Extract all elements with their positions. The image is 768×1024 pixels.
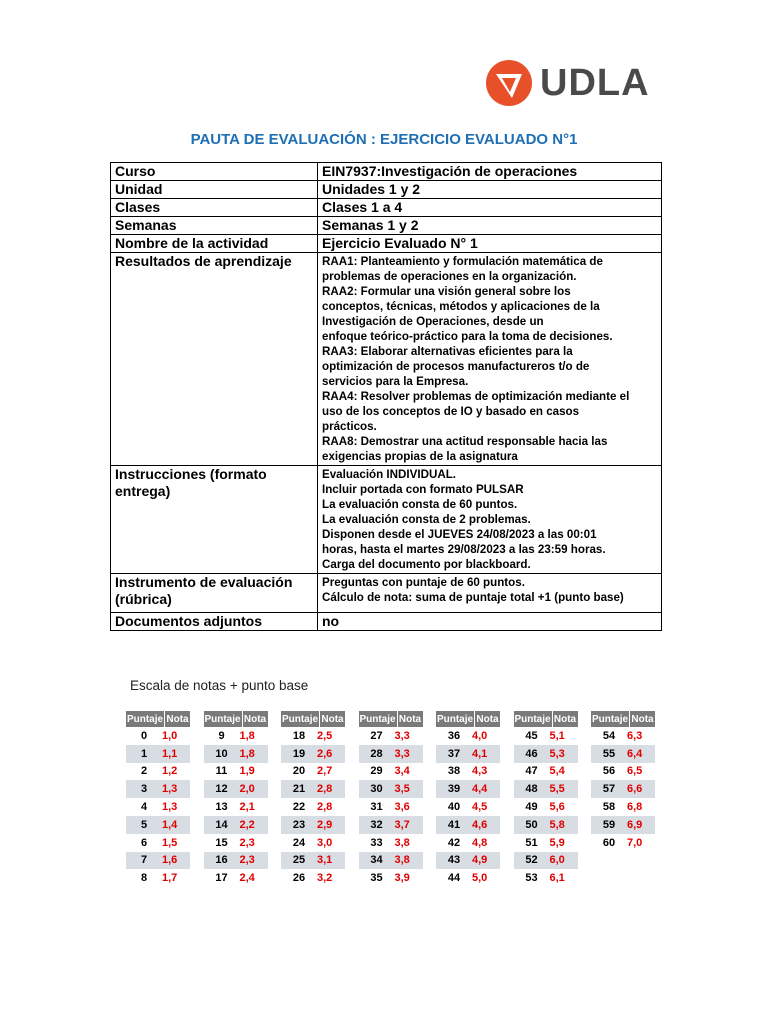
puntaje-cell: 54: [602, 729, 616, 742]
grade-table-header: [204, 711, 268, 727]
grade-row: [204, 834, 268, 852]
value-clases: Clases 1 a 4: [318, 199, 662, 217]
puntaje-cell: 30: [370, 783, 383, 796]
nota-cell: 4,1: [472, 747, 488, 760]
resultados-line: optimización de procesos manufactureros t/o de: [322, 360, 590, 373]
grade-row: [126, 834, 190, 852]
instrucciones-line: Incluir portada con formato PULSAR: [322, 483, 524, 496]
grade-row: [514, 869, 578, 887]
puntaje-cell: 58: [602, 801, 616, 814]
nota-cell: 1,8: [239, 729, 255, 742]
header-puntaje: Puntaje: [204, 711, 242, 727]
header-puntaje: Puntaje: [514, 711, 552, 727]
grade-row: [204, 745, 268, 763]
puntaje-cell: 47: [525, 765, 538, 778]
instrumento-line: Preguntas con puntaje de 60 puntos.: [322, 576, 525, 589]
label-resultados: Resultados de aprendizaje: [111, 253, 318, 466]
puntaje-cell: 10: [215, 747, 228, 760]
nota-cell: 5,8: [549, 818, 565, 831]
grade-row: [126, 798, 190, 816]
nota-cell: 6,9: [627, 818, 643, 831]
puntaje-cell: 48: [525, 783, 538, 796]
nota-cell: 5,3: [549, 747, 565, 760]
puntaje-cell: 36: [447, 729, 461, 742]
nota-cell: 5,4: [549, 765, 565, 778]
grade-row: [359, 727, 423, 745]
puntaje-cell: 44: [447, 872, 461, 885]
grade-row: [591, 763, 655, 781]
resultados-line: conceptos, técnicas, métodos y aplicaciones de la: [322, 300, 600, 313]
label-clases: Clases: [111, 199, 318, 217]
grade-row: [591, 745, 655, 763]
row-instrumento: [111, 574, 662, 613]
puntaje-cell: 14: [215, 818, 228, 831]
grade-row: [514, 780, 578, 798]
puntaje-cell: 35: [370, 872, 383, 885]
grade-row: [281, 727, 345, 745]
instrucciones-line: Disponen desde el JUEVES 24/08/2023 a las 00:01: [322, 528, 597, 541]
puntaje-cell: 19: [292, 747, 306, 760]
puntaje-cell: 7: [140, 854, 148, 867]
grade-row: [126, 816, 190, 834]
puntaje-cell: 17: [215, 872, 228, 885]
grade-table: [204, 711, 268, 887]
nota-cell: 3,1: [317, 854, 333, 867]
resultados-line: Investigación de Operaciones, desde un: [322, 315, 544, 328]
grade-row: [281, 798, 345, 816]
value-semanas: Semanas 1 y 2: [318, 217, 662, 235]
nota-cell: 5,5: [549, 783, 565, 796]
grade-row: [436, 727, 500, 745]
grade-row: [281, 745, 345, 763]
puntaje-cell: 13: [215, 801, 228, 814]
nota-cell: 1,7: [162, 872, 178, 885]
nota-cell: 3,4: [394, 765, 410, 778]
nota-cell: 1,9: [239, 765, 255, 778]
grade-row: [359, 780, 423, 798]
puntaje-cell: 22: [292, 801, 306, 814]
grade-row: [281, 869, 345, 887]
puntaje-cell: 26: [292, 872, 306, 885]
grade-row: [281, 780, 345, 798]
grade-row: [514, 816, 578, 834]
grade-row: [514, 852, 578, 870]
value-curso: EIN7937:Investigación de operaciones: [318, 163, 662, 181]
nota-cell: 2,5: [317, 729, 333, 742]
resultados-line: RAA2: Formular una visión general sobre los: [322, 285, 571, 298]
puntaje-cell: 0: [140, 729, 148, 742]
puntaje-cell: 33: [370, 836, 383, 849]
puntaje-cell: 59: [602, 818, 616, 831]
puntaje-cell: 27: [370, 729, 383, 742]
puntaje-cell: 12: [215, 783, 228, 796]
label-instrumento: Instrumento de evaluación (rúbrica): [111, 574, 318, 613]
grade-row: [514, 798, 578, 816]
row-curso: [111, 163, 662, 181]
nota-cell: 6,0: [549, 854, 565, 867]
nota-cell: 6,3: [627, 729, 643, 742]
nota-cell: 5,9: [549, 836, 565, 849]
puntaje-cell: 46: [525, 747, 538, 760]
grade-row: [281, 816, 345, 834]
header-puntaje: Puntaje: [436, 711, 474, 727]
nota-cell: 1,3: [162, 783, 178, 796]
grade-row: [359, 834, 423, 852]
nota-cell: 2,4: [239, 872, 255, 885]
resultados-line: RAA8: Demostrar una actitud responsable hacia las: [322, 435, 608, 448]
label-curso: Curso: [111, 163, 318, 181]
grade-row: [204, 727, 268, 745]
puntaje-cell: 29: [370, 765, 383, 778]
resultados-line: prácticos.: [322, 420, 377, 433]
udla-logo-icon: [484, 58, 534, 108]
header-puntaje: Puntaje: [359, 711, 397, 727]
grade-table: [591, 711, 655, 852]
row-actividad: [111, 235, 662, 253]
grade-table-header: [436, 711, 500, 727]
nota-cell: 2,8: [317, 783, 333, 796]
grade-row: [591, 816, 655, 834]
puntaje-cell: 1: [140, 747, 148, 760]
puntaje-cell: 57: [602, 783, 616, 796]
nota-cell: 1,6: [162, 854, 178, 867]
puntaje-cell: 20: [292, 765, 306, 778]
nota-cell: 4,9: [472, 854, 488, 867]
nota-cell: 6,5: [627, 765, 643, 778]
grade-row: [359, 798, 423, 816]
grade-row: [204, 780, 268, 798]
grade-row: [204, 763, 268, 781]
grade-row: [591, 727, 655, 745]
puntaje-cell: 43: [447, 854, 461, 867]
puntaje-cell: 52: [525, 854, 538, 867]
nota-cell: 2,8: [317, 801, 333, 814]
resultados-line: servicios para la Empresa.: [322, 375, 469, 388]
grade-row: [359, 816, 423, 834]
value-resultados: [318, 253, 662, 466]
grade-row: [359, 852, 423, 870]
resultados-line: RAA3: Elaborar alternativas eficientes para la: [322, 345, 573, 358]
grade-row: [281, 852, 345, 870]
nota-cell: 2,7: [317, 765, 333, 778]
nota-cell: 1,3: [162, 801, 178, 814]
value-actividad: Ejercicio Evaluado N° 1: [318, 235, 662, 253]
nota-cell: 3,8: [394, 854, 410, 867]
grade-row: [126, 869, 190, 887]
puntaje-cell: 5: [140, 818, 148, 831]
grade-row: [126, 745, 190, 763]
page-title: PAUTA DE EVALUACIÓN : EJERCICIO EVALUADO N°1: [190, 131, 578, 148]
value-instrucciones: [318, 466, 662, 574]
resultados-line: exigencias propias de la asignatura: [322, 450, 518, 463]
grade-row: [204, 869, 268, 887]
puntaje-cell: 42: [447, 836, 461, 849]
grade-row: [281, 763, 345, 781]
nota-cell: 3,3: [394, 747, 410, 760]
grade-table: [126, 711, 190, 887]
puntaje-cell: 9: [218, 729, 225, 742]
nota-cell: 2,3: [239, 854, 255, 867]
info-table: [110, 162, 662, 631]
nota-cell: 2,3: [239, 836, 255, 849]
grade-row: [204, 816, 268, 834]
puntaje-cell: 55: [602, 747, 616, 760]
puntaje-cell: 2: [140, 765, 148, 778]
instrucciones-line: Evaluación INDIVIDUAL.: [322, 468, 456, 481]
grade-row: [126, 763, 190, 781]
nota-cell: 3,9: [394, 872, 410, 885]
grade-row: [514, 745, 578, 763]
header-nota: Nota: [630, 711, 655, 727]
label-documentos: Documentos adjuntos: [111, 613, 318, 631]
grade-row: [126, 780, 190, 798]
puntaje-cell: 11: [215, 765, 228, 778]
value-unidad: Unidades 1 y 2: [318, 181, 662, 199]
puntaje-cell: 38: [447, 765, 461, 778]
grade-row: [359, 869, 423, 887]
puntaje-cell: 21: [292, 783, 306, 796]
nota-cell: 4,4: [472, 783, 488, 796]
header-nota: Nota: [165, 711, 190, 727]
puntaje-cell: 56: [602, 765, 616, 778]
grade-row: [359, 745, 423, 763]
header-nota: Nota: [475, 711, 500, 727]
nota-cell: 6,1: [549, 872, 565, 885]
nota-cell: 3,2: [317, 872, 333, 885]
nota-cell: 1,4: [162, 818, 178, 831]
puntaje-cell: 39: [447, 783, 461, 796]
grade-row: [591, 798, 655, 816]
header-nota: Nota: [320, 711, 345, 727]
nota-cell: 6,8: [627, 801, 643, 814]
grade-row: [514, 763, 578, 781]
nota-cell: 4,0: [472, 729, 488, 742]
nota-cell: 2,0: [239, 783, 255, 796]
puntaje-cell: 49: [525, 801, 538, 814]
label-instrucciones: Instrucciones (formato entrega): [111, 466, 318, 574]
nota-cell: 1,1: [162, 747, 178, 760]
instrucciones-line: Carga del documento por blackboard.: [322, 558, 531, 571]
row-documentos: [111, 613, 662, 631]
nota-cell: 2,9: [317, 818, 333, 831]
logo-text: UDLA: [540, 61, 650, 104]
grade-table-header: [359, 711, 423, 727]
puntaje-cell: 15: [215, 836, 228, 849]
label-actividad: Nombre de la actividad: [111, 235, 318, 253]
nota-cell: 2,6: [317, 747, 333, 760]
grade-row: [436, 869, 500, 887]
resultados-line: RAA4: Resolver problemas de optimización mediante el: [322, 390, 630, 403]
nota-cell: 6,4: [627, 747, 643, 760]
puntaje-cell: 4: [140, 801, 148, 814]
nota-cell: 4,3: [472, 765, 488, 778]
value-documentos: no: [318, 613, 662, 631]
nota-cell: 1,2: [162, 765, 178, 778]
puntaje-cell: 53: [525, 872, 538, 885]
nota-cell: 3,3: [394, 729, 410, 742]
puntaje-cell: 6: [140, 836, 148, 849]
grade-row: [359, 763, 423, 781]
puntaje-cell: 60: [602, 836, 616, 849]
header-nota: Nota: [243, 711, 268, 727]
grade-table: [359, 711, 423, 887]
nota-cell: 2,1: [239, 801, 255, 814]
resultados-line: RAA1: Planteamiento y formulación matemática de: [322, 255, 603, 268]
nota-cell: 1,0: [162, 729, 178, 742]
scale-title: Escala de notas + punto base: [130, 678, 309, 693]
instrucciones-line: La evaluación consta de 2 problemas.: [322, 513, 531, 526]
header-nota: Nota: [553, 711, 578, 727]
header-nota: Nota: [398, 711, 423, 727]
puntaje-cell: 41: [447, 818, 461, 831]
nota-cell: 5,1: [549, 729, 565, 742]
grade-row: [436, 745, 500, 763]
row-unidad: [111, 181, 662, 199]
puntaje-cell: 16: [215, 854, 228, 867]
puntaje-cell: 51: [525, 836, 538, 849]
grade-row: [436, 852, 500, 870]
grade-row: [281, 834, 345, 852]
row-instrucciones: [111, 466, 662, 574]
puntaje-cell: 3: [140, 783, 148, 796]
nota-cell: 4,8: [472, 836, 488, 849]
label-unidad: Unidad: [111, 181, 318, 199]
grade-row: [514, 727, 578, 745]
puntaje-cell: 31: [370, 801, 383, 814]
nota-cell: 3,7: [394, 818, 410, 831]
row-clases: [111, 199, 662, 217]
grade-row: [436, 798, 500, 816]
instrumento-line: Cálculo de nota: suma de puntaje total +1 (punto base): [322, 591, 624, 604]
puntaje-cell: 8: [140, 872, 148, 885]
grade-row: [204, 798, 268, 816]
row-resultados: [111, 253, 662, 466]
grade-row: [436, 834, 500, 852]
nota-cell: 1,5: [162, 836, 178, 849]
puntaje-cell: 18: [292, 729, 306, 742]
grade-row: [591, 780, 655, 798]
puntaje-cell: 50: [525, 818, 538, 831]
nota-cell: 7,0: [627, 836, 643, 849]
nota-cell: 4,6: [472, 818, 488, 831]
resultados-line: uso de los conceptos de IO y basado en casos: [322, 405, 580, 418]
nota-cell: 4,5: [472, 801, 488, 814]
grade-table: [436, 711, 500, 887]
nota-cell: 6,6: [627, 783, 643, 796]
nota-cell: 3,8: [394, 836, 410, 849]
puntaje-cell: 23: [292, 818, 306, 831]
nota-cell: 3,6: [394, 801, 410, 814]
grade-row: [204, 852, 268, 870]
grade-row: [436, 763, 500, 781]
grade-row: [126, 852, 190, 870]
header-puntaje: Puntaje: [126, 711, 164, 727]
nota-cell: 2,2: [239, 818, 255, 831]
resultados-line: enfoque teórico-práctico para la toma de decisiones.: [322, 330, 613, 343]
grade-table-header: [126, 711, 190, 727]
puntaje-cell: 37: [447, 747, 461, 760]
grade-table-header: [591, 711, 655, 727]
grade-table-header: [281, 711, 345, 727]
value-instrumento: [318, 574, 662, 613]
instrucciones-line: horas, hasta el martes 29/08/2023 a las 23:59 horas.: [322, 543, 606, 556]
nota-cell: 5,0: [472, 872, 488, 885]
grade-row: [514, 834, 578, 852]
grade-row: [436, 816, 500, 834]
nota-cell: 3,5: [394, 783, 410, 796]
row-semanas: [111, 217, 662, 235]
label-semanas: Semanas: [111, 217, 318, 235]
header-puntaje: Puntaje: [281, 711, 319, 727]
grade-row: [591, 834, 655, 852]
grade-row: [436, 780, 500, 798]
nota-cell: 3,0: [317, 836, 333, 849]
puntaje-cell: 40: [447, 801, 461, 814]
grade-table: [281, 711, 345, 887]
nota-cell: 5,6: [549, 801, 565, 814]
resultados-line: problemas de operaciones en la organización.: [322, 270, 577, 283]
puntaje-cell: 25: [292, 854, 306, 867]
puntaje-cell: 28: [370, 747, 383, 760]
puntaje-cell: 45: [525, 729, 538, 742]
instrucciones-line: La evaluación consta de 60 puntos.: [322, 498, 518, 511]
grade-table: [514, 711, 578, 887]
grade-row: [126, 727, 190, 745]
puntaje-cell: 32: [370, 818, 383, 831]
puntaje-cell: 34: [370, 854, 383, 867]
nota-cell: 1,8: [239, 747, 255, 760]
puntaje-cell: 24: [292, 836, 306, 849]
udla-logo: [484, 58, 654, 108]
header-puntaje: Puntaje: [591, 711, 629, 727]
grade-table-header: [514, 711, 578, 727]
